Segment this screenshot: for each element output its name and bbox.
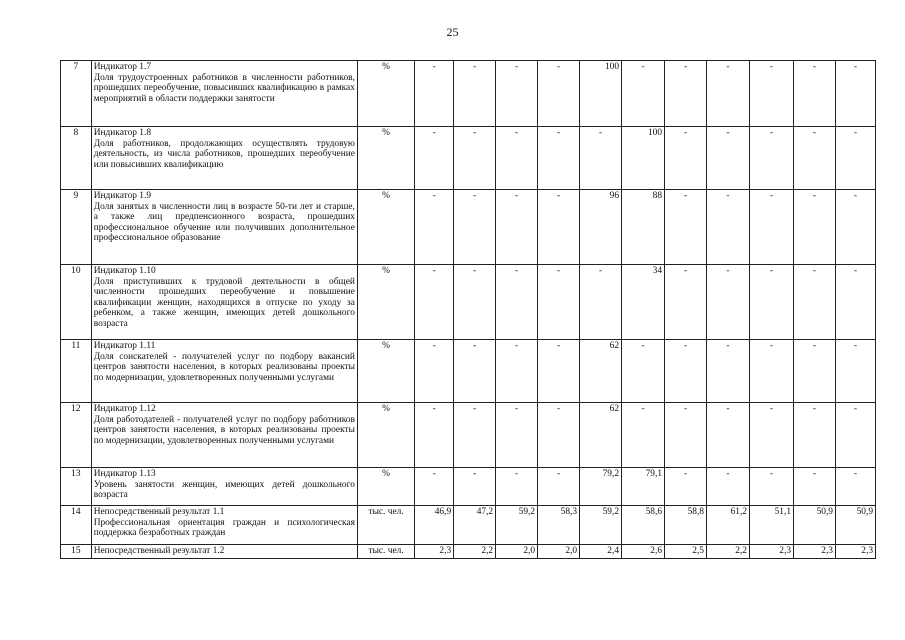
unit-cell: % bbox=[357, 265, 414, 340]
value-cell: 62 bbox=[580, 403, 622, 468]
value-cell: - bbox=[794, 403, 836, 468]
value-cell: 51,1 bbox=[749, 506, 793, 545]
value-cell: - bbox=[794, 340, 836, 403]
value-cell: 2,3 bbox=[749, 545, 793, 559]
table-row bbox=[61, 506, 876, 545]
value-cell: 2,3 bbox=[415, 545, 454, 559]
value-cell: 79,2 bbox=[580, 468, 622, 506]
unit-cell: % bbox=[357, 468, 414, 506]
indicator-description: Доля соискателей - получателей услуг по подбору вакансий центров занятости населения, в которых реализованы проекты по модернизации, удовлетворенных полученными услугами bbox=[93, 351, 355, 383]
indicator-description: Доля занятых в численности лиц в возрасте 50-ти лет и старше, а также лиц предпенсионного возраста, прошедших профессиональное обучение или получивших дополнительное профессиональное образование bbox=[93, 201, 355, 244]
value-cell: 2,0 bbox=[496, 545, 538, 559]
value-cell: - bbox=[454, 403, 496, 468]
unit-cell: тыс. чел. bbox=[357, 545, 414, 559]
indicator-name-cell bbox=[91, 190, 357, 265]
indicator-title: Индикатор 1.10 bbox=[93, 266, 156, 276]
value-cell: 100 bbox=[622, 127, 665, 190]
value-cell: 88 bbox=[622, 190, 665, 265]
row-number: 12 bbox=[61, 403, 92, 468]
row-number: 7 bbox=[61, 61, 92, 127]
value-cell: - bbox=[749, 468, 793, 506]
value-cell: - bbox=[496, 468, 538, 506]
value-cell: 50,9 bbox=[794, 506, 836, 545]
value-cell: - bbox=[496, 127, 538, 190]
value-cell: 2,4 bbox=[580, 545, 622, 559]
value-cell: - bbox=[454, 127, 496, 190]
row-number: 14 bbox=[61, 506, 92, 545]
value-cell: 46,9 bbox=[415, 506, 454, 545]
value-cell: 2,0 bbox=[538, 545, 580, 559]
value-cell: 2,2 bbox=[706, 545, 749, 559]
value-cell: - bbox=[835, 265, 875, 340]
value-cell: 58,3 bbox=[538, 506, 580, 545]
value-cell: - bbox=[538, 265, 580, 340]
indicator-name-cell bbox=[91, 61, 357, 127]
value-cell: - bbox=[622, 340, 665, 403]
value-cell: 79,1 bbox=[622, 468, 665, 506]
indicator-description: Профессиональная ориентация граждан и психологическая поддержка безработных граждан bbox=[93, 517, 355, 539]
value-cell: - bbox=[749, 265, 793, 340]
table-row bbox=[61, 127, 876, 190]
row-number: 11 bbox=[61, 340, 92, 403]
value-cell: - bbox=[538, 127, 580, 190]
indicator-description: Доля работодателей - получателей услуг по подбору работников центров занятости населения, в которых реализованы проекты по модернизации, удовлетворенных полученными услугами bbox=[93, 414, 355, 446]
indicator-title: Индикатор 1.12 bbox=[93, 404, 156, 414]
value-cell: - bbox=[706, 468, 749, 506]
value-cell: - bbox=[538, 468, 580, 506]
value-cell: - bbox=[538, 190, 580, 265]
value-cell: - bbox=[496, 403, 538, 468]
value-cell: - bbox=[415, 190, 454, 265]
value-cell: 34 bbox=[622, 265, 665, 340]
value-cell: - bbox=[794, 468, 836, 506]
unit-cell: % bbox=[357, 127, 414, 190]
indicator-name-cell bbox=[91, 340, 357, 403]
unit-cell: % bbox=[357, 190, 414, 265]
value-cell: - bbox=[622, 61, 665, 127]
value-cell: - bbox=[706, 265, 749, 340]
row-number: 15 bbox=[61, 545, 92, 559]
value-cell: - bbox=[454, 190, 496, 265]
value-cell: - bbox=[415, 265, 454, 340]
value-cell: - bbox=[706, 61, 749, 127]
unit-cell: % bbox=[357, 340, 414, 403]
value-cell: - bbox=[496, 340, 538, 403]
indicator-description: Доля трудоустроенных работников в численности работников, прошедших переобучение, повысивших квалификацию в рамках мероприятий в области поддержки занятости bbox=[93, 72, 355, 104]
value-cell: 2,6 bbox=[622, 545, 665, 559]
indicator-name-cell bbox=[91, 506, 357, 545]
value-cell: - bbox=[665, 265, 707, 340]
value-cell: - bbox=[538, 340, 580, 403]
value-cell: - bbox=[415, 127, 454, 190]
value-cell: 100 bbox=[580, 61, 622, 127]
value-cell: - bbox=[454, 265, 496, 340]
indicator-title: Непосредственный результат 1.1 bbox=[93, 507, 225, 517]
value-cell: 2,5 bbox=[665, 545, 707, 559]
indicator-title: Индикатор 1.11 bbox=[93, 341, 156, 351]
value-cell: - bbox=[622, 403, 665, 468]
table-row bbox=[61, 265, 876, 340]
value-cell: 59,2 bbox=[580, 506, 622, 545]
value-cell: - bbox=[835, 61, 875, 127]
row-number: 9 bbox=[61, 190, 92, 265]
indicator-title: Индикатор 1.9 bbox=[93, 191, 152, 201]
value-cell: - bbox=[794, 61, 836, 127]
indicator-description: Доля работников, продолжающих осуществлять трудовую деятельность, из числа работников, прошедших переобучение или повысивших квалификацию bbox=[93, 138, 355, 170]
value-cell: - bbox=[496, 61, 538, 127]
table-row bbox=[61, 403, 876, 468]
value-cell: 96 bbox=[580, 190, 622, 265]
value-cell: 47,2 bbox=[454, 506, 496, 545]
table-row bbox=[61, 190, 876, 265]
value-cell: - bbox=[835, 468, 875, 506]
value-cell: - bbox=[665, 468, 707, 506]
row-number: 10 bbox=[61, 265, 92, 340]
value-cell: - bbox=[538, 403, 580, 468]
indicator-name-cell bbox=[91, 468, 357, 506]
table-row bbox=[61, 61, 876, 127]
value-cell: - bbox=[749, 340, 793, 403]
row-number: 13 bbox=[61, 468, 92, 506]
value-cell: - bbox=[415, 468, 454, 506]
value-cell: 62 bbox=[580, 340, 622, 403]
indicator-title: Индикатор 1.7 bbox=[93, 62, 152, 72]
value-cell: - bbox=[749, 403, 793, 468]
value-cell: - bbox=[749, 127, 793, 190]
value-cell: 2,3 bbox=[794, 545, 836, 559]
value-cell: - bbox=[496, 265, 538, 340]
indicator-name-cell bbox=[91, 545, 357, 559]
table-row bbox=[61, 340, 876, 403]
value-cell: - bbox=[706, 340, 749, 403]
indicator-name-cell bbox=[91, 127, 357, 190]
indicator-title: Непосредственный результат 1.2 bbox=[93, 546, 225, 556]
value-cell: - bbox=[580, 265, 622, 340]
value-cell: - bbox=[415, 340, 454, 403]
value-cell: - bbox=[665, 61, 707, 127]
value-cell: 58,6 bbox=[622, 506, 665, 545]
value-cell: - bbox=[749, 190, 793, 265]
value-cell: - bbox=[454, 340, 496, 403]
value-cell: - bbox=[706, 190, 749, 265]
value-cell: - bbox=[454, 61, 496, 127]
page-number: 25 bbox=[446, 25, 459, 39]
value-cell: - bbox=[794, 127, 836, 190]
value-cell: - bbox=[835, 403, 875, 468]
value-cell: - bbox=[665, 403, 707, 468]
table-row bbox=[61, 468, 876, 506]
table-row bbox=[61, 545, 876, 559]
value-cell: - bbox=[415, 403, 454, 468]
unit-cell: тыс. чел. bbox=[357, 506, 414, 545]
value-cell: 2,2 bbox=[454, 545, 496, 559]
row-number: 8 bbox=[61, 127, 92, 190]
indicators-table bbox=[60, 60, 876, 559]
value-cell: 58,8 bbox=[665, 506, 707, 545]
value-cell: - bbox=[496, 190, 538, 265]
value-cell: - bbox=[835, 190, 875, 265]
value-cell: - bbox=[538, 61, 580, 127]
value-cell: - bbox=[665, 340, 707, 403]
indicator-description: Уровень занятости женщин, имеющих детей дошкольного возраста bbox=[93, 479, 355, 501]
value-cell: - bbox=[706, 403, 749, 468]
value-cell: 2,3 bbox=[835, 545, 875, 559]
value-cell: - bbox=[835, 127, 875, 190]
indicator-name-cell bbox=[91, 403, 357, 468]
value-cell: - bbox=[749, 61, 793, 127]
value-cell: - bbox=[665, 190, 707, 265]
value-cell: 50,9 bbox=[835, 506, 875, 545]
indicator-title: Индикатор 1.8 bbox=[93, 128, 152, 138]
value-cell: - bbox=[794, 265, 836, 340]
indicator-name-cell bbox=[91, 265, 357, 340]
unit-cell: % bbox=[357, 61, 414, 127]
value-cell: - bbox=[580, 127, 622, 190]
value-cell: - bbox=[835, 340, 875, 403]
value-cell: - bbox=[415, 61, 454, 127]
value-cell: 59,2 bbox=[496, 506, 538, 545]
value-cell: - bbox=[665, 127, 707, 190]
value-cell: - bbox=[454, 468, 496, 506]
value-cell: - bbox=[706, 127, 749, 190]
unit-cell: % bbox=[357, 403, 414, 468]
indicator-title: Индикатор 1.13 bbox=[93, 469, 156, 479]
value-cell: 61,2 bbox=[706, 506, 749, 545]
indicator-description: Доля приступивших к трудовой деятельности в общей численности прошедших переобучение и повышение квалификации женщин, находящихся в отпуске по уходу за ребенком, а также женщин, имеющих детей дошкольного возраста bbox=[93, 276, 355, 329]
value-cell: - bbox=[794, 190, 836, 265]
